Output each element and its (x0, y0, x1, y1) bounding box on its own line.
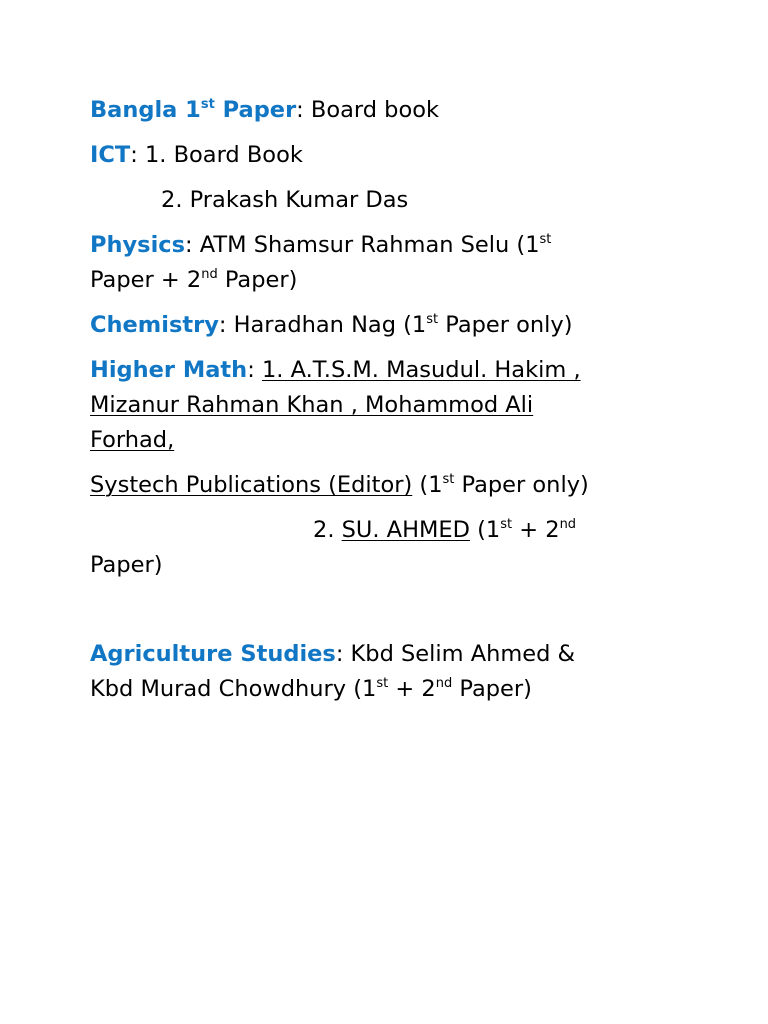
subject-bangla (90, 97, 296, 123)
agriculture-text-2: Kbd Murad Chowdhury (1 (90, 676, 377, 702)
higher-math-colon: : (247, 357, 262, 383)
superscript: st (442, 471, 455, 487)
superscript: st (539, 231, 552, 247)
subject-agriculture: Agriculture Studies (90, 641, 336, 667)
subject-higher-math: Higher Math (90, 357, 248, 383)
higher-math-author-1: 1. A.T.S.M. Masudul. Hakim , (261, 357, 581, 383)
higher-math-publisher-name: Systech Publications (Editor) (90, 472, 413, 498)
agriculture-entry (90, 637, 708, 707)
subject-physics: Physics (90, 232, 186, 258)
superscript: st (200, 96, 215, 112)
subject-chemistry: Chemistry (90, 312, 219, 338)
ict-book-2: 2. Prakash Kumar Das (161, 187, 409, 213)
subject-ict: ICT (90, 142, 131, 168)
higher-math-text-3: (1 (469, 517, 501, 543)
physics-entry (90, 228, 708, 298)
higher-math-entry (90, 353, 708, 458)
bangla-book: : Board book (296, 97, 440, 123)
superscript: st (500, 516, 513, 532)
physics-text-1: : ATM Shamsur Rahman Selu (1 (185, 232, 540, 258)
higher-math-entry-2 (90, 513, 708, 583)
ict-book-1: : 1. Board Book (130, 142, 303, 168)
higher-math-number-2: 2. (313, 517, 342, 543)
chemistry-text-1: : Haradhan Nag (1 (218, 312, 427, 338)
physics-text-3: Paper) (217, 267, 298, 293)
higher-math-text-5: Paper) (90, 552, 163, 578)
chemistry-text-2: Paper only) (438, 312, 573, 338)
physics-text-2: Paper + 2 (90, 267, 202, 293)
agriculture-text-3: + 2 (388, 676, 436, 702)
bangla-entry (90, 93, 708, 128)
higher-math-text-1: (1 (412, 472, 443, 498)
superscript: nd (559, 516, 577, 532)
higher-math-author-su-ahmed: SU. AHMED (341, 517, 470, 543)
spacer (90, 593, 708, 637)
superscript: nd (201, 266, 218, 282)
superscript: nd (435, 675, 453, 691)
higher-math-text-4: + 2 (512, 517, 560, 543)
agriculture-text-1: : Kbd Selim Ahmed & (335, 641, 576, 667)
higher-math-publisher (90, 468, 708, 503)
agriculture-text-4: Paper) (452, 676, 532, 702)
superscript: st (426, 311, 439, 327)
ict-entry-2 (90, 183, 708, 218)
higher-math-text-2: Paper only) (454, 472, 589, 498)
higher-math-author-2: Mizanur Rahman Khan , Mohammod Ali (90, 392, 534, 418)
ict-entry (90, 138, 708, 173)
higher-math-author-3: Forhad, (90, 427, 175, 453)
subject-bangla-text: Bangla 1 (90, 97, 201, 123)
chemistry-entry (90, 308, 708, 343)
superscript: st (376, 675, 389, 691)
subject-bangla-tail: Paper (214, 97, 297, 123)
